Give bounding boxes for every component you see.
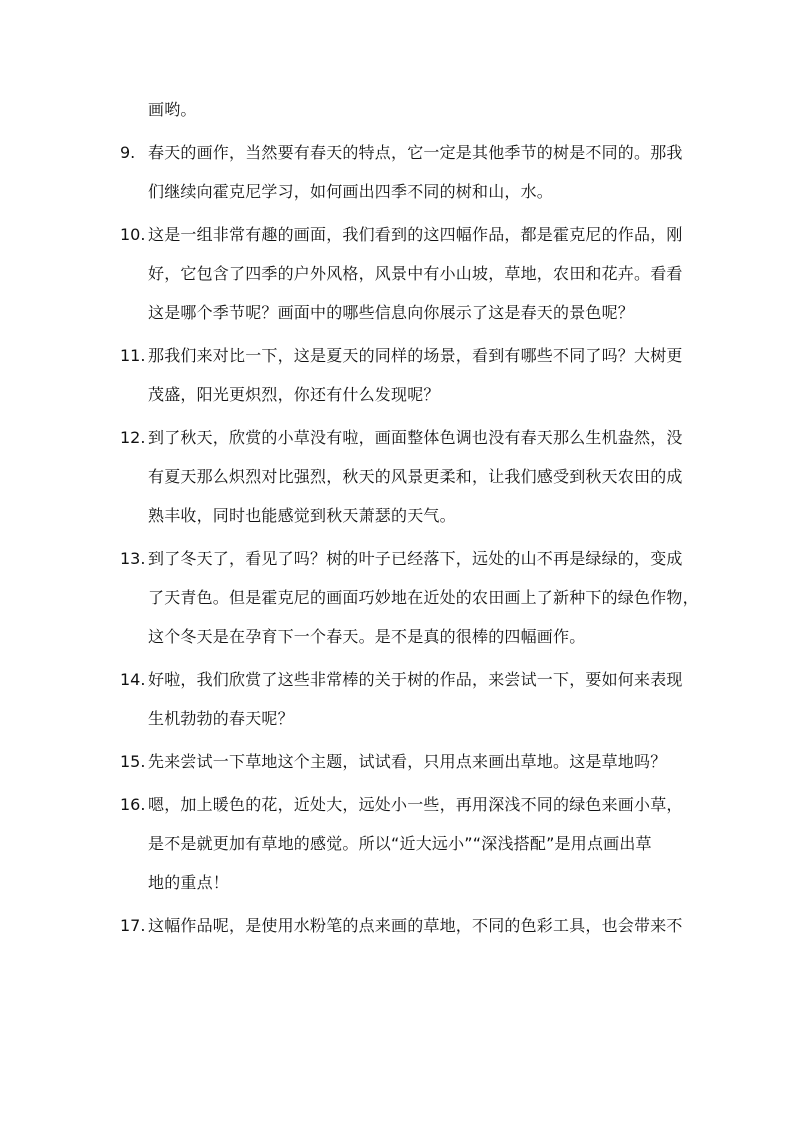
paragraph-line: 那我们来对比一下，这是夏天的同样的场景，看到有哪些不同了吗？大树更 xyxy=(148,346,683,365)
paragraph-line: 们继续向霍克尼学习，如何画出四季不同的树和山，水。 xyxy=(148,182,554,201)
paragraph-line: 好，它包含了四季的户外风格，风景中有小山坡，草地，农田和花卉。看看 xyxy=(148,264,683,283)
paragraph-line: 到了秋天，欣赏的小草没有啦，画面整体色调也没有春天那么生机盎然，没 xyxy=(148,428,683,447)
paragraph-line: 了天青色。但是霍克尼的画面巧妙地在近处的农田画上了新种下的绿色作物， xyxy=(148,588,699,607)
item-number: 11. xyxy=(120,346,146,365)
paragraph-line: 生机勃勃的春天呢？ xyxy=(148,709,294,728)
paragraph-line: 春天的画作，当然要有春天的特点，它一定是其他季节的树是不同的。那我 xyxy=(148,143,683,162)
paragraph-line: 画哟。 xyxy=(148,100,197,119)
item-number: 15. xyxy=(120,752,146,771)
item-number: 13. xyxy=(120,549,146,568)
paragraph-line: 这是一组非常有趣的画面，我们看到的这四幅作品，都是霍克尼的作品，刚 xyxy=(148,225,683,244)
paragraph-line: 是不是就更加有草地的感觉。所以“近大远小”“深浅搭配”是用点画出草 xyxy=(148,834,652,853)
item-number: 17. xyxy=(120,916,146,935)
paragraph-line: 这幅作品呢，是使用水粉笔的点来画的草地，不同的色彩工具，也会带来不 xyxy=(148,916,683,935)
item-number: 14. xyxy=(120,670,146,689)
paragraph-line: 好啦，我们欣赏了这些非常棒的关于树的作品，来尝试一下，要如何来表现 xyxy=(148,670,683,689)
paragraph-line: 地的重点！ xyxy=(148,873,230,892)
paragraph-line: 先来尝试一下草地这个主题，试试看，只用点来画出草地。这是草地吗？ xyxy=(148,752,667,771)
paragraph-line: 有夏天那么炽烈对比强烈，秋天的风景更柔和，让我们感受到秋天农田的成 xyxy=(148,467,683,486)
paragraph-line: 嗯，加上暖色的花，近处大，远处小一些，再用深浅不同的绿色来画小草， xyxy=(148,795,683,814)
item-number: 12. xyxy=(120,428,146,447)
paragraph-line: 茂盛，阳光更炽烈，你还有什么发现呢？ xyxy=(148,385,440,404)
item-number: 9. xyxy=(120,143,136,162)
paragraph-line: 这个冬天是在孕育下一个春天。是不是真的很棒的四幅画作。 xyxy=(148,627,586,646)
item-number: 10. xyxy=(120,225,146,244)
paragraph-line: 到了冬天了，看见了吗？树的叶子已经落下，远处的山不再是绿绿的，变成 xyxy=(148,549,683,568)
item-number: 16. xyxy=(120,795,146,814)
paragraph-line: 这是哪个季节呢？画面中的哪些信息向你展示了这是春天的景色呢？ xyxy=(148,303,635,322)
paragraph-line: 熟丰收，同时也能感觉到秋天萧瑟的天气。 xyxy=(148,506,456,525)
